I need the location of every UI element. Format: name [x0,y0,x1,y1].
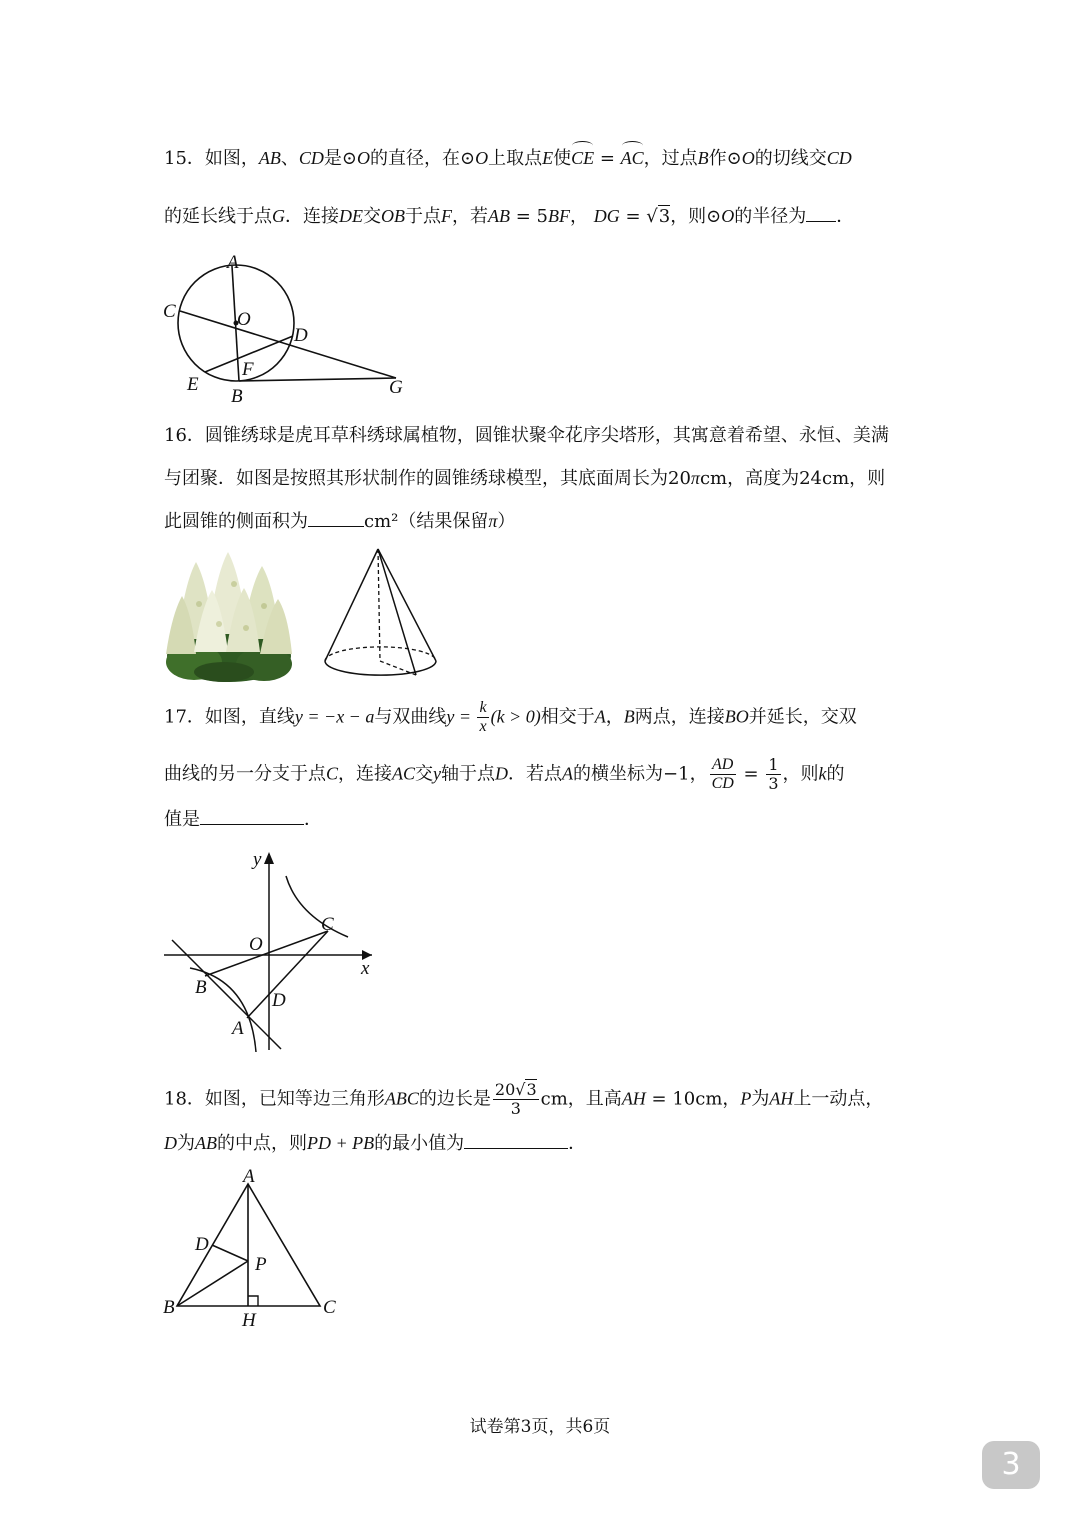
q18-var: D [164,1133,177,1153]
q17-line2 [164,756,845,793]
q18-label-h: H [242,1310,256,1331]
q18-frac-num-coef: 20 [494,1080,516,1099]
q17-frac-num: k [479,699,487,716]
q15-label-o: O [237,309,251,330]
q16-text: cm²（结果保留 [364,511,489,532]
q17-frac-den: x [479,718,487,735]
q16-text: 16．圆锥绣球是虎耳草科绣球属植物，圆锥状聚伞花序尖塔形，其寓意着希望、永恒、美满 [164,425,889,446]
q18-text: = 10cm， [645,1088,741,1110]
q18-line2 [164,1130,586,1156]
cone-left-edge [325,549,378,661]
q17-text: 与双曲线 [374,706,447,728]
q17-text: ， [605,706,624,728]
q16-line3 [164,508,515,534]
q17-label-d: D [272,990,286,1011]
q15-line1 [164,146,852,171]
q16-pi: π [690,468,700,488]
q16-line1 [164,424,889,448]
q18-text: 为 [751,1088,770,1110]
q17-label-b: B [195,977,207,998]
q15-var: O [721,206,735,226]
q15-text: ，过点 [643,148,698,169]
q15-var: B [697,148,709,168]
q18-triangle-figure [158,1160,348,1332]
q17-label-o: O [249,934,263,955]
q18-text: 的边长是 [418,1088,491,1110]
q17-text: 相交于 [540,706,595,728]
q15-var: CD [298,148,324,168]
q15-label-a: A [227,252,239,273]
q15-var: F [441,206,452,226]
q17-text: 交 [415,763,434,785]
q15-text: 、 [280,148,299,169]
q15-var: DE [339,206,363,226]
q17-frac-num: AD [710,756,736,775]
q18-var: AB [195,1133,217,1153]
q18-var: AH [769,1088,794,1109]
q17-hyperbola-branch-upper [286,876,348,937]
q16-text: ） [497,511,516,532]
q15-arc-ac: AC [620,148,644,168]
q15-label-b: B [231,386,243,407]
q18-label-b: B [163,1297,175,1318]
q15-sqrt-sign: √ [646,206,658,227]
q17-fraction-one-third [766,756,780,793]
q17-var: k [818,763,827,784]
q15-text: ， [569,206,594,227]
q18-label-d: D [195,1234,209,1255]
q15-line-bg [239,378,396,381]
page-footer: 试卷第3页，共6页 [469,1417,611,1437]
q15-text: 的半径为 [734,206,807,227]
q16-answer-blank [308,508,364,527]
q17-line1 [164,699,857,736]
q18-fraction-side-length [493,1081,539,1118]
q15-line-cg [180,311,396,378]
q15-var: BF [547,206,570,226]
q15-var: OB [381,206,405,226]
q15-var: DG [593,206,620,226]
q15-text: 是⊙ [323,148,358,169]
q17-line-bc [205,931,328,976]
q15-text: 的延长线于点 [164,206,272,227]
q17-label-a: A [232,1018,244,1039]
q15-var: O [357,148,371,168]
q17-frac-den: 3 [768,774,779,793]
q16-pi: π [488,511,498,531]
q18-label-p: P [255,1254,267,1275]
q17-var: D [495,763,509,784]
q18-var: AH [621,1088,646,1109]
q15-text: 作⊙ [708,148,742,169]
q17-text: 17．如图，直线 [164,706,295,728]
q15-var: O [475,148,489,168]
q15-text: ．连接 [285,206,339,227]
q18-text: 的最小值为 [374,1133,465,1154]
q18-text: 18．如图，已知等边三角形 [164,1088,385,1110]
q17-var: BO [724,706,749,727]
cone-base-front [325,661,436,675]
q15-label-g: G [389,377,403,398]
q17-label-c: C [321,914,334,935]
q18-segment-dp [212,1245,248,1261]
q18-answer-blank [464,1130,568,1149]
q17-var: A [562,763,574,784]
q15-var: G [272,206,285,226]
q17-var: AC [392,763,416,784]
q17-text: 曲线的另一分支于点 [164,763,326,785]
q18-frac-den: 3 [510,1099,521,1118]
q15-text: = 5 [510,206,548,227]
q17-fraction-ad-cd [710,756,736,793]
q18-text: cm，且高 [540,1088,622,1110]
cone-base-back [325,647,436,661]
q17-text: ．若点 [508,763,563,785]
q18-label-c: C [323,1297,336,1318]
q18-expression: PD + PB [307,1133,375,1153]
q17-var: B [623,706,635,727]
cone-height [378,549,380,661]
q18-right-angle-mark [248,1296,258,1306]
q18-text: 上一动点， [793,1088,884,1110]
q15-label-c: C [163,301,176,322]
q15-text: ，若 [452,206,488,227]
page-number-badge[interactable]: 3 [982,1441,1040,1489]
q15-text: 于点 [405,206,441,227]
q15-arc-ce: CE [571,148,595,168]
q17-var: y [433,763,442,784]
q15-text: 的切线交 [754,148,827,169]
q15-sqrt-value: 3 [658,206,671,227]
q17-condition: (k > 0) [490,706,541,727]
q17-text: ，连接 [338,763,393,785]
q15-equals: = [594,148,621,169]
q17-var: A [594,706,606,727]
q15-label-e: E [187,374,199,395]
q15-text: 交 [363,206,381,227]
q17-y-arrow [264,852,274,864]
q17-text: 的横坐标为−1， [573,763,708,785]
q17-fraction-k-over-x [477,699,488,736]
q17-text: 的 [826,763,845,785]
q15-var: AB [258,148,281,168]
q17-text: ． [304,809,322,830]
q17-line3 [164,806,322,832]
q15-text: 15．如图， [164,148,259,169]
q18-label-a: A [243,1166,255,1187]
q18-text: 的中点，则 [217,1133,307,1154]
q15-text: 的直径，在⊙ [370,148,476,169]
q17-graph-figure [160,846,380,1058]
q17-answer-blank [200,806,304,825]
q17-frac-den: CD [711,775,734,792]
q17-text: ，则 [782,763,819,785]
q15-text: 上取点 [488,148,543,169]
q17-label-y: y [253,849,262,870]
q15-text: ． [836,206,855,227]
q15-answer-blank [806,203,836,222]
q18-text: 为 [177,1133,195,1154]
q15-var: E [542,148,554,168]
q16-text: cm，高度为24cm，则 [699,468,886,489]
q18-frac-num-sqrt: 3 [526,1080,537,1099]
q18-segment-bp [177,1261,248,1306]
q16-line2 [164,466,885,491]
q18-var: P [740,1088,752,1109]
q17-var: C [326,763,339,784]
q18-var: ABC [384,1088,419,1109]
q17-text: 值是 [164,809,200,830]
q17-text: 并延长，交双 [748,706,857,728]
q17-var: y = [446,706,476,727]
q15-label-d: D [294,325,308,346]
q17-label-x: x [361,958,370,979]
q15-text: ，则⊙ [670,206,722,227]
q15-circle-figure [160,250,420,410]
q17-text: 轴于点 [441,763,496,785]
q16-text: 此圆锥的侧面积为 [164,511,308,532]
cone-figure [320,544,442,680]
q17-line-equation: y = −x − a [294,706,375,727]
q17-text: = [737,763,765,785]
q17-frac-num: 1 [768,755,779,774]
q15-var: O [741,148,755,168]
q15-text: 使 [553,148,572,169]
q15-label-f: F [242,359,254,380]
q18-line1 [164,1081,883,1118]
q16-text: 与团聚．如图是按照其形状制作的圆锥绣球模型，其底面周长为20 [164,468,691,489]
q18-frac-num: 20√3 [494,1080,537,1099]
q15-line2 [164,203,854,229]
q15-text: = [619,206,647,227]
hydrangea-photo [164,544,294,682]
q15-var: AB [488,206,510,226]
q17-line-y-neg-x-minus-a [172,940,281,1049]
q17-text: 两点，连接 [634,706,725,728]
q15-var: CD [826,148,852,168]
q18-text: ． [568,1133,587,1154]
